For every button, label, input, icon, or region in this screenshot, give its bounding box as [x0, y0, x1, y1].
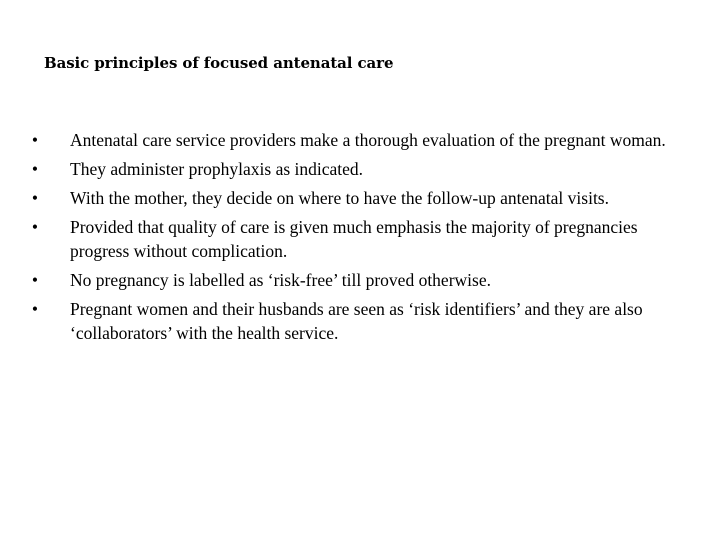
bullet-icon: •	[31, 270, 39, 290]
bullet-icon: •	[31, 217, 39, 237]
slide-title: Basic principles of focused antenatal care	[44, 54, 394, 72]
bullet-text: They administer prophylaxis as indicated.	[70, 159, 364, 179]
bullet-icon: •	[31, 159, 39, 179]
list-item	[28, 268, 684, 292]
bullet-text: Provided that quality of care is given much emphasis the majority of pregnancies progress without complication.	[70, 217, 638, 261]
bullet-icon: •	[31, 130, 39, 150]
list-item	[28, 215, 684, 263]
bullet-list	[28, 128, 684, 350]
list-item	[28, 157, 684, 181]
bullet-icon: •	[31, 188, 39, 208]
list-item	[28, 186, 684, 210]
bullet-text: Antenatal care service providers make a thorough evaluation of the pregnant woman.	[70, 130, 666, 150]
list-item	[28, 128, 684, 152]
bullet-icon: •	[31, 299, 39, 319]
bullet-text: With the mother, they decide on where to have the follow-up antenatal visits.	[70, 188, 609, 208]
bullet-text: No pregnancy is labelled as ‘risk-free’ till proved otherwise.	[70, 270, 491, 290]
bullet-text: Pregnant women and their husbands are seen as ‘risk identifiers’ and they are also ‘collaborators’ with the health service.	[70, 299, 643, 343]
list-item	[28, 297, 684, 345]
